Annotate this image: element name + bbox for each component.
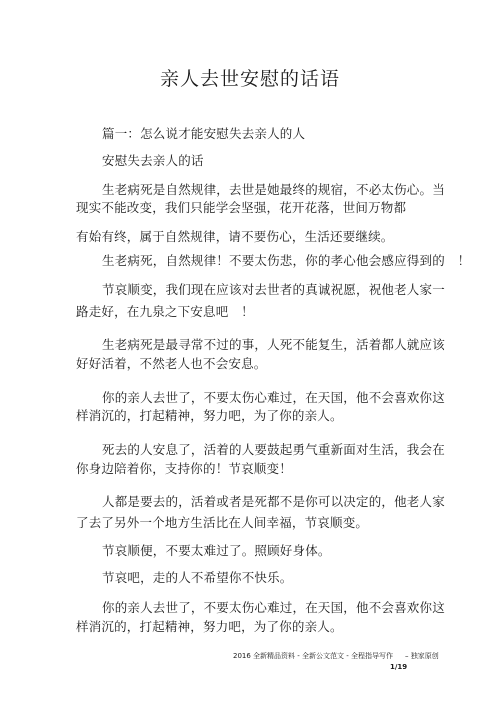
body-line: 节哀顺便，不要太难过了。照顾好身体。	[102, 543, 331, 558]
page-number: 1/19	[390, 663, 408, 671]
body-line: 有始有终，属于自然规律，请不要伤心，生活还要继续。	[76, 229, 394, 244]
subheading: 安慰失去亲人的话	[102, 153, 204, 168]
body-line: 现实不能改变，我们只能学会坚强，花开花落，世间万物都	[76, 200, 407, 215]
body-line: 死去的人安息了，活着的人要鼓起勇气重新面对生活，我会在	[102, 442, 445, 457]
body-line: 生老病死是最寻常不过的事，人死不能复生，活着都人就应该	[102, 337, 445, 352]
body-line: 你的亲人去世了，不要太伤心难过，在天国，他不会喜欢你这	[102, 600, 445, 615]
footer-text: 2016 全新精品资料 - 全新公文范文 - 全程指导写作	[233, 652, 393, 660]
body-line: 生老病死，自然规律！不要太伤悲，你的孝心他会感应得到的 ！	[102, 253, 471, 268]
body-line: 样消沉的，打起精神，努力吧，为了你的亲人。	[76, 619, 343, 634]
body-line: 人都是要去的，活着或者是死都不是你可以决定的，他老人家	[102, 494, 445, 509]
footer-tag: – 独家原创	[405, 652, 439, 660]
body-line: 节哀吧，走的人不希望你不快乐。	[102, 570, 293, 585]
body-line: 你身边陪着你，支持你的！节哀顺变！	[76, 461, 292, 476]
body-line: 好好活着，不然老人也不会安息。	[76, 356, 267, 371]
body-line: 了去了另外一个地方生活比在人间幸福，节哀顺变。	[76, 515, 369, 530]
section-heading: 篇一：怎么说才能安慰失去亲人的人	[102, 126, 306, 141]
body-line: 样消沉的，打起精神，努力吧，为了你的亲人。	[76, 408, 343, 423]
body-line: 路走好，在九泉之下安息吧 ！	[76, 304, 254, 319]
body-line: 生老病死是自然规律，去世是她最终的规宿，不必太伤心。当	[102, 182, 445, 197]
body-line: 节哀顺变，我们现在应该对去世者的真诚祝愿，祝他老人家一	[102, 282, 445, 297]
body-line: 你的亲人去世了，不要太伤心难过，在天国，他不会喜欢你这	[102, 390, 445, 405]
page-title: 亲人去世安慰的话语	[159, 68, 340, 90]
